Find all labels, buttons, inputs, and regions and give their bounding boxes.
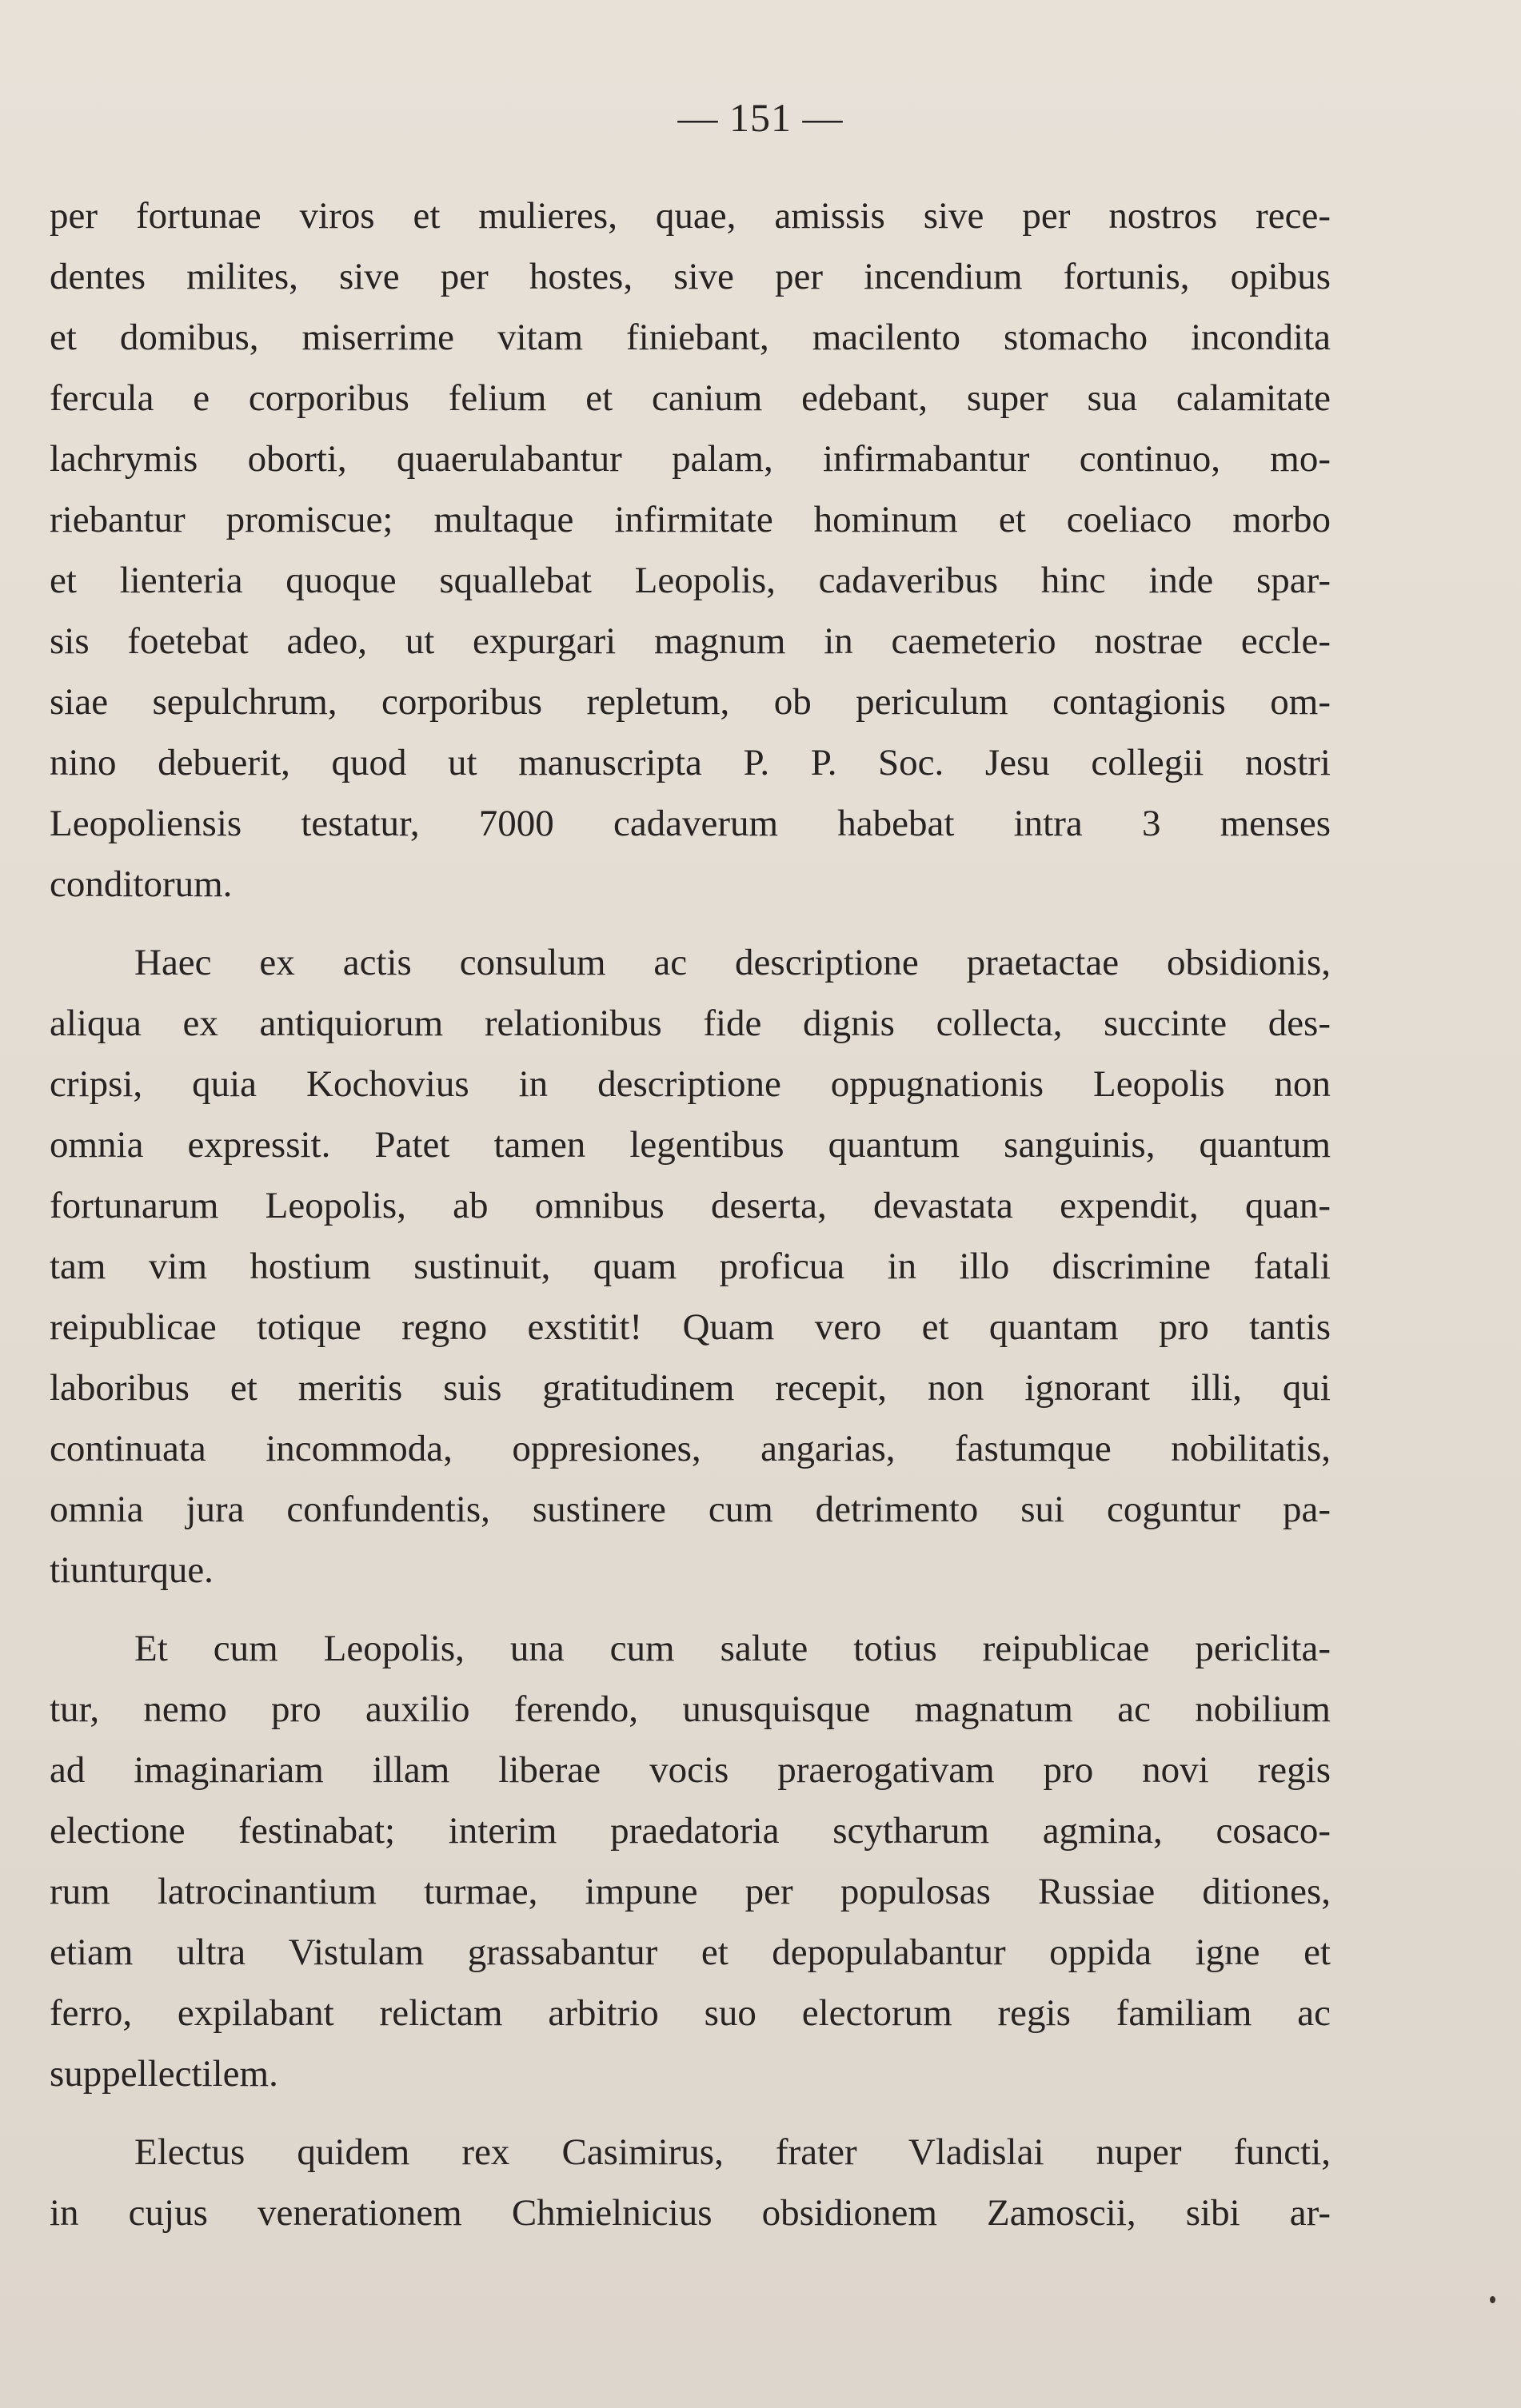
text-line: Et cum Leopolis, una cum salute totius reipublicae periclita- <box>134 1628 1331 1669</box>
paragraph-1 <box>50 185 1331 915</box>
text-line: tam vim hostium sustinuit, quam proficua in illo discrimine fatali <box>50 1246 1331 1287</box>
ink-speck <box>1490 2296 1495 2303</box>
text-line: sis foetebat adeo, ut expurgari magnum in caemeterio nostrae eccle- <box>50 620 1331 662</box>
text-line: continuata incommoda, oppresiones, angarias, fastumque nobilitatis, <box>50 1428 1331 1469</box>
text-line: cripsi, quia Kochovius in descriptione oppugnationis Leopolis non <box>50 1063 1331 1105</box>
paragraph-3 <box>50 1618 1331 2104</box>
text-line: aliqua ex antiquiorum relationibus fide dignis collecta, succinte des- <box>50 1003 1331 1044</box>
text-line: per fortunae viros et mulieres, quae, amissis sive per nostros rece- <box>50 195 1331 237</box>
text-line: Leopoliensis testatur, 7000 cadaverum habebat intra 3 menses <box>50 803 1331 844</box>
text-line: siae sepulchrum, corporibus repletum, ob periculum contagionis om- <box>50 681 1331 723</box>
text-line: ad imaginariam illam liberae vocis praerogativam pro novi regis <box>50 1749 1331 1791</box>
body-text <box>50 185 1331 2243</box>
text-line: etiam ultra Vistulam grassabantur et depopulabantur oppida igne et <box>50 1932 1331 1973</box>
text-line: in cujus venerationem Chmielnicius obsidionem Zamoscii, sibi ar- <box>50 2192 1331 2234</box>
text-line: fortunarum Leopolis, ab omnibus deserta, devastata expendit, quan- <box>50 1185 1331 1226</box>
text-line: Electus quidem rex Casimirus, frater Vladislai nuper functi, <box>134 2131 1331 2173</box>
text-line: tiunturque. <box>50 1549 214 1591</box>
paragraph-4 <box>50 2122 1331 2243</box>
text-line: rum latrocinantium turmae, impune per populosas Russiae ditiones, <box>50 1871 1331 1912</box>
text-line: et lienteria quoque squallebat Leopolis, cadaveribus hinc inde spar- <box>50 560 1331 601</box>
text-line: et domibus, miserrime vitam finiebant, macilento stomacho incondita <box>50 317 1331 358</box>
page-number: — 151 — <box>677 95 844 140</box>
text-line: Haec ex actis consulum ac descriptione praetactae obsidionis, <box>134 942 1331 983</box>
text-line: laboribus et meritis suis gratitudinem recepit, non ignorant illi, qui <box>50 1367 1331 1409</box>
text-line: nino debuerit, quod ut manuscripta P. P. Soc. Jesu collegii nostri <box>50 742 1331 783</box>
text-line: omnia jura confundentis, sustinere cum detrimento sui coguntur pa- <box>50 1489 1331 1530</box>
text-line: tur, nemo pro auxilio ferendo, unusquisque magnatum ac nobilium <box>50 1688 1331 1730</box>
text-line: riebantur promiscue; multaque infirmitate hominum et coeliaco morbo <box>50 499 1331 540</box>
text-line: ferro, expilabant relictam arbitrio suo electorum regis familiam ac <box>50 1992 1331 2034</box>
text-line: electione festinabat; interim praedatoria scytharum agmina, cosaco- <box>50 1810 1331 1852</box>
text-line: lachrymis oborti, quaerulabantur palam, infirmabantur continuo, mo- <box>50 438 1331 480</box>
text-line: omnia expressit. Patet tamen legentibus quantum sanguinis, quantum <box>50 1124 1331 1166</box>
text-line: dentes milites, sive per hostes, sive per incendium fortunis, opibus <box>50 256 1331 297</box>
text-line: reipublicae totique regno exstitit! Quam vero et quantam pro tantis <box>50 1306 1331 1348</box>
text-line: conditorum. <box>50 863 233 905</box>
text-line: suppellectilem. <box>50 2053 278 2095</box>
paragraph-2 <box>50 932 1331 1601</box>
text-line: fercula e corporibus felium et canium edebant, super sua calamitate <box>50 377 1331 419</box>
